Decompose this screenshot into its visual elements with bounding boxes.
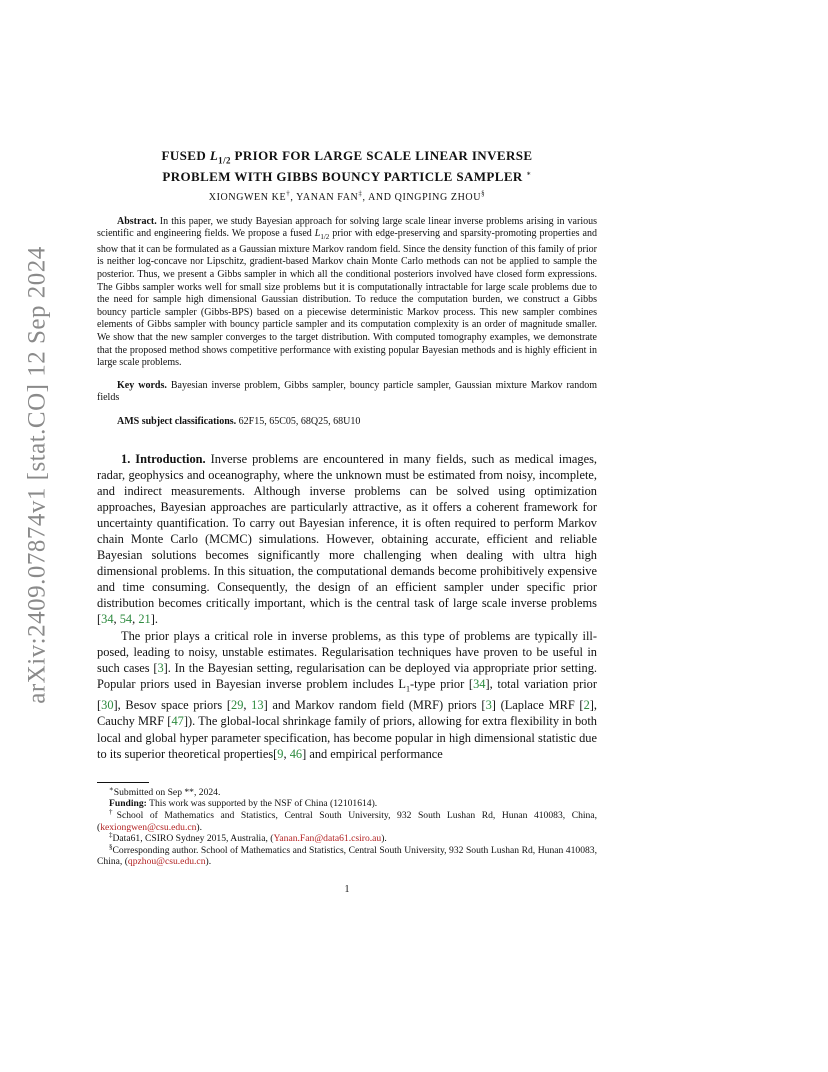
footnote-affiliation-1: †School of Mathematics and Statistics, Central South University, 932 South Lushan Rd, Hunan 410083, China, (kexiongwen@csu.edu.cn). [97,807,598,833]
paper-title: FUSED $L_{1/2}$ PRIOR FOR LARGE SCALE LINEAR INVERSE PROBLEM WITH GIBBS BOUNCY PARTICLE SAMPLER ∗ [161,148,533,184]
intro-paragraph-2: The prior plays a critical role in inverse problems, as this type of problems are typically ill-posed, leading to noisy, unstable estimates. Regularisation techniques have proven to be useful in such cases [3]. In the Bayesian setting, regularisation can be deployed via appropriate prior setting. Popular priors used in Bayesian inverse problem includes $L_1$-type prior [34], total variation prior [30], Besov space priors [29, 13] and Markov random field (MRF) priors [3] (Laplace MRF [2], Cauchy MRF [47]). The global-local shrinkage family of priors, allowing for extra flexibility in both local and global hyper parameter specification, has become popular in high dimensional statistic due to its superior theoretical properties[9, 46] and empirical performance [97,628,597,761]
citation-link[interactable]: 2 [583,698,590,713]
citation-link[interactable]: 46 [289,746,303,761]
citation-link[interactable]: 3 [157,660,164,675]
arxiv-identifier: arXiv:2409.07874v1 [stat.CO] 12 Sep 2024 [24,246,51,704]
keywords-label: Key words. [117,379,167,391]
email-link[interactable]: Yanan.Fan@data61.csiro.au [273,833,382,845]
ams-label: AMS subject classifications. [117,415,237,427]
footnote-submitted: ∗Submitted on Sep **, 2024. [109,784,221,798]
footnotes [97,784,598,868]
author-list: XIONGWEN KE†, YANAN FAN‡, AND QINGPING ZHOU§ [208,189,486,203]
citation-link[interactable]: 34 [473,676,486,691]
intro-paragraph-1: 1. Introduction. Inverse problems are encountered in many fields, such as medical images, radar, geophysics and oceanography, where the unknown must be estimated from noisy, incomplete, and indirect measurements. Although inverse problems can be solved using optimization approaches, Bayesian approaches are particularly attractive, as it offers a coherent framework for uncertainty quantification. To carry out Bayesian inference, it is often required to perform Markov chain Monte Carlo (MCMC) simulations. However, obtaining accurate, efficient and reliable Bayesian solutions becomes significantly more challenging when dealing with ultra high dimensional problems. In this situation, the computational demands become prohibitively expensive and time consuming. Consequently, the design of an efficient sampler under specific prior distribution becomes critically important, which is the central task of large scale inverse problems [34, 54, 21]. [97,451,597,627]
introduction-section [97,451,597,762]
email-link[interactable]: qpzhou@csu.edu.cn [127,856,206,868]
citation-link[interactable]: 13 [251,698,264,713]
page-number: 1 [344,883,350,895]
keywords: Key words. Bayesian inverse problem, Gibbs sampler, bouncy particle sampler, Gaussian mixture Markov random fields [97,379,597,404]
footnote-affiliation-2: ‡Data61, CSIRO Sydney 2015, Australia, (Yanan.Fan@data61.csiro.au). [109,830,387,845]
citation-link[interactable]: 30 [101,698,114,713]
citation-link[interactable]: 3 [485,698,492,713]
citation-link[interactable]: 21 [138,612,151,627]
citation-link[interactable]: 9 [277,746,284,761]
arxiv-sidebar [18,246,58,704]
abstract-label: Abstract. [117,215,157,227]
citation-link[interactable]: 29 [231,698,244,713]
citation-link[interactable]: 47 [171,714,184,729]
citation-link[interactable]: 34 [101,612,114,627]
section-heading: 1. Introduction. [121,451,206,466]
footnote-affiliation-3: §Corresponding author. School of Mathematics and Statistics, Central South University, 932 South Lushan Rd, Hunan 410083, China, (qpzhou@csu.edu.cn). [97,842,597,868]
abstract: Abstract. In this paper, we study Bayesian approach for solving large scale linear inverse problems arising in various scientific and engineering fields. We propose a fused $L_{1/2}$ prior with edge-preserving and sparsity-promoting properties and show that it can be formulated as a Gaussian mixture Markov random field. Since the density function of this family of prior is neither log-concave nor Lipschitz, gradient-based Markov chain Monte Carlo methods can not be applied to sample the posterior. Thus, we present a Gibbs sampler in which all the conditional posteriors involved have closed form expressions. The Gibbs sampler works well for small size problems but it is computationally intractable for large scale problems due to the need for sample high dimensional Gaussian distribution. To reduce the computation burden, we construct a Gibbs bouncy particle sampler (Gibbs-BPS) based on a piecewise deterministic Markov process. This new sampler combines elements of Gibbs sampler with bouncy particle sampler and its computation complexity is an order of magnitude smaller. We show that the new sampler converges to the target distribution. With computed tomography examples, we demonstrate that the proposed method shows competitive performance with existing popular Bayesian methods and is highly efficient in large scale problems. [97,215,597,369]
footnote-funding: Funding: This work was supported by the NSF of China (12101614). [109,798,378,810]
email-link[interactable]: kexiongwen@csu.edu.cn [100,821,197,833]
citation-link[interactable]: 54 [119,612,133,627]
footnote-divider [97,782,149,783]
ams-classifications: AMS subject classifications. 62F15, 65C05, 68Q25, 68U10 [117,415,361,427]
page-content [97,148,597,895]
